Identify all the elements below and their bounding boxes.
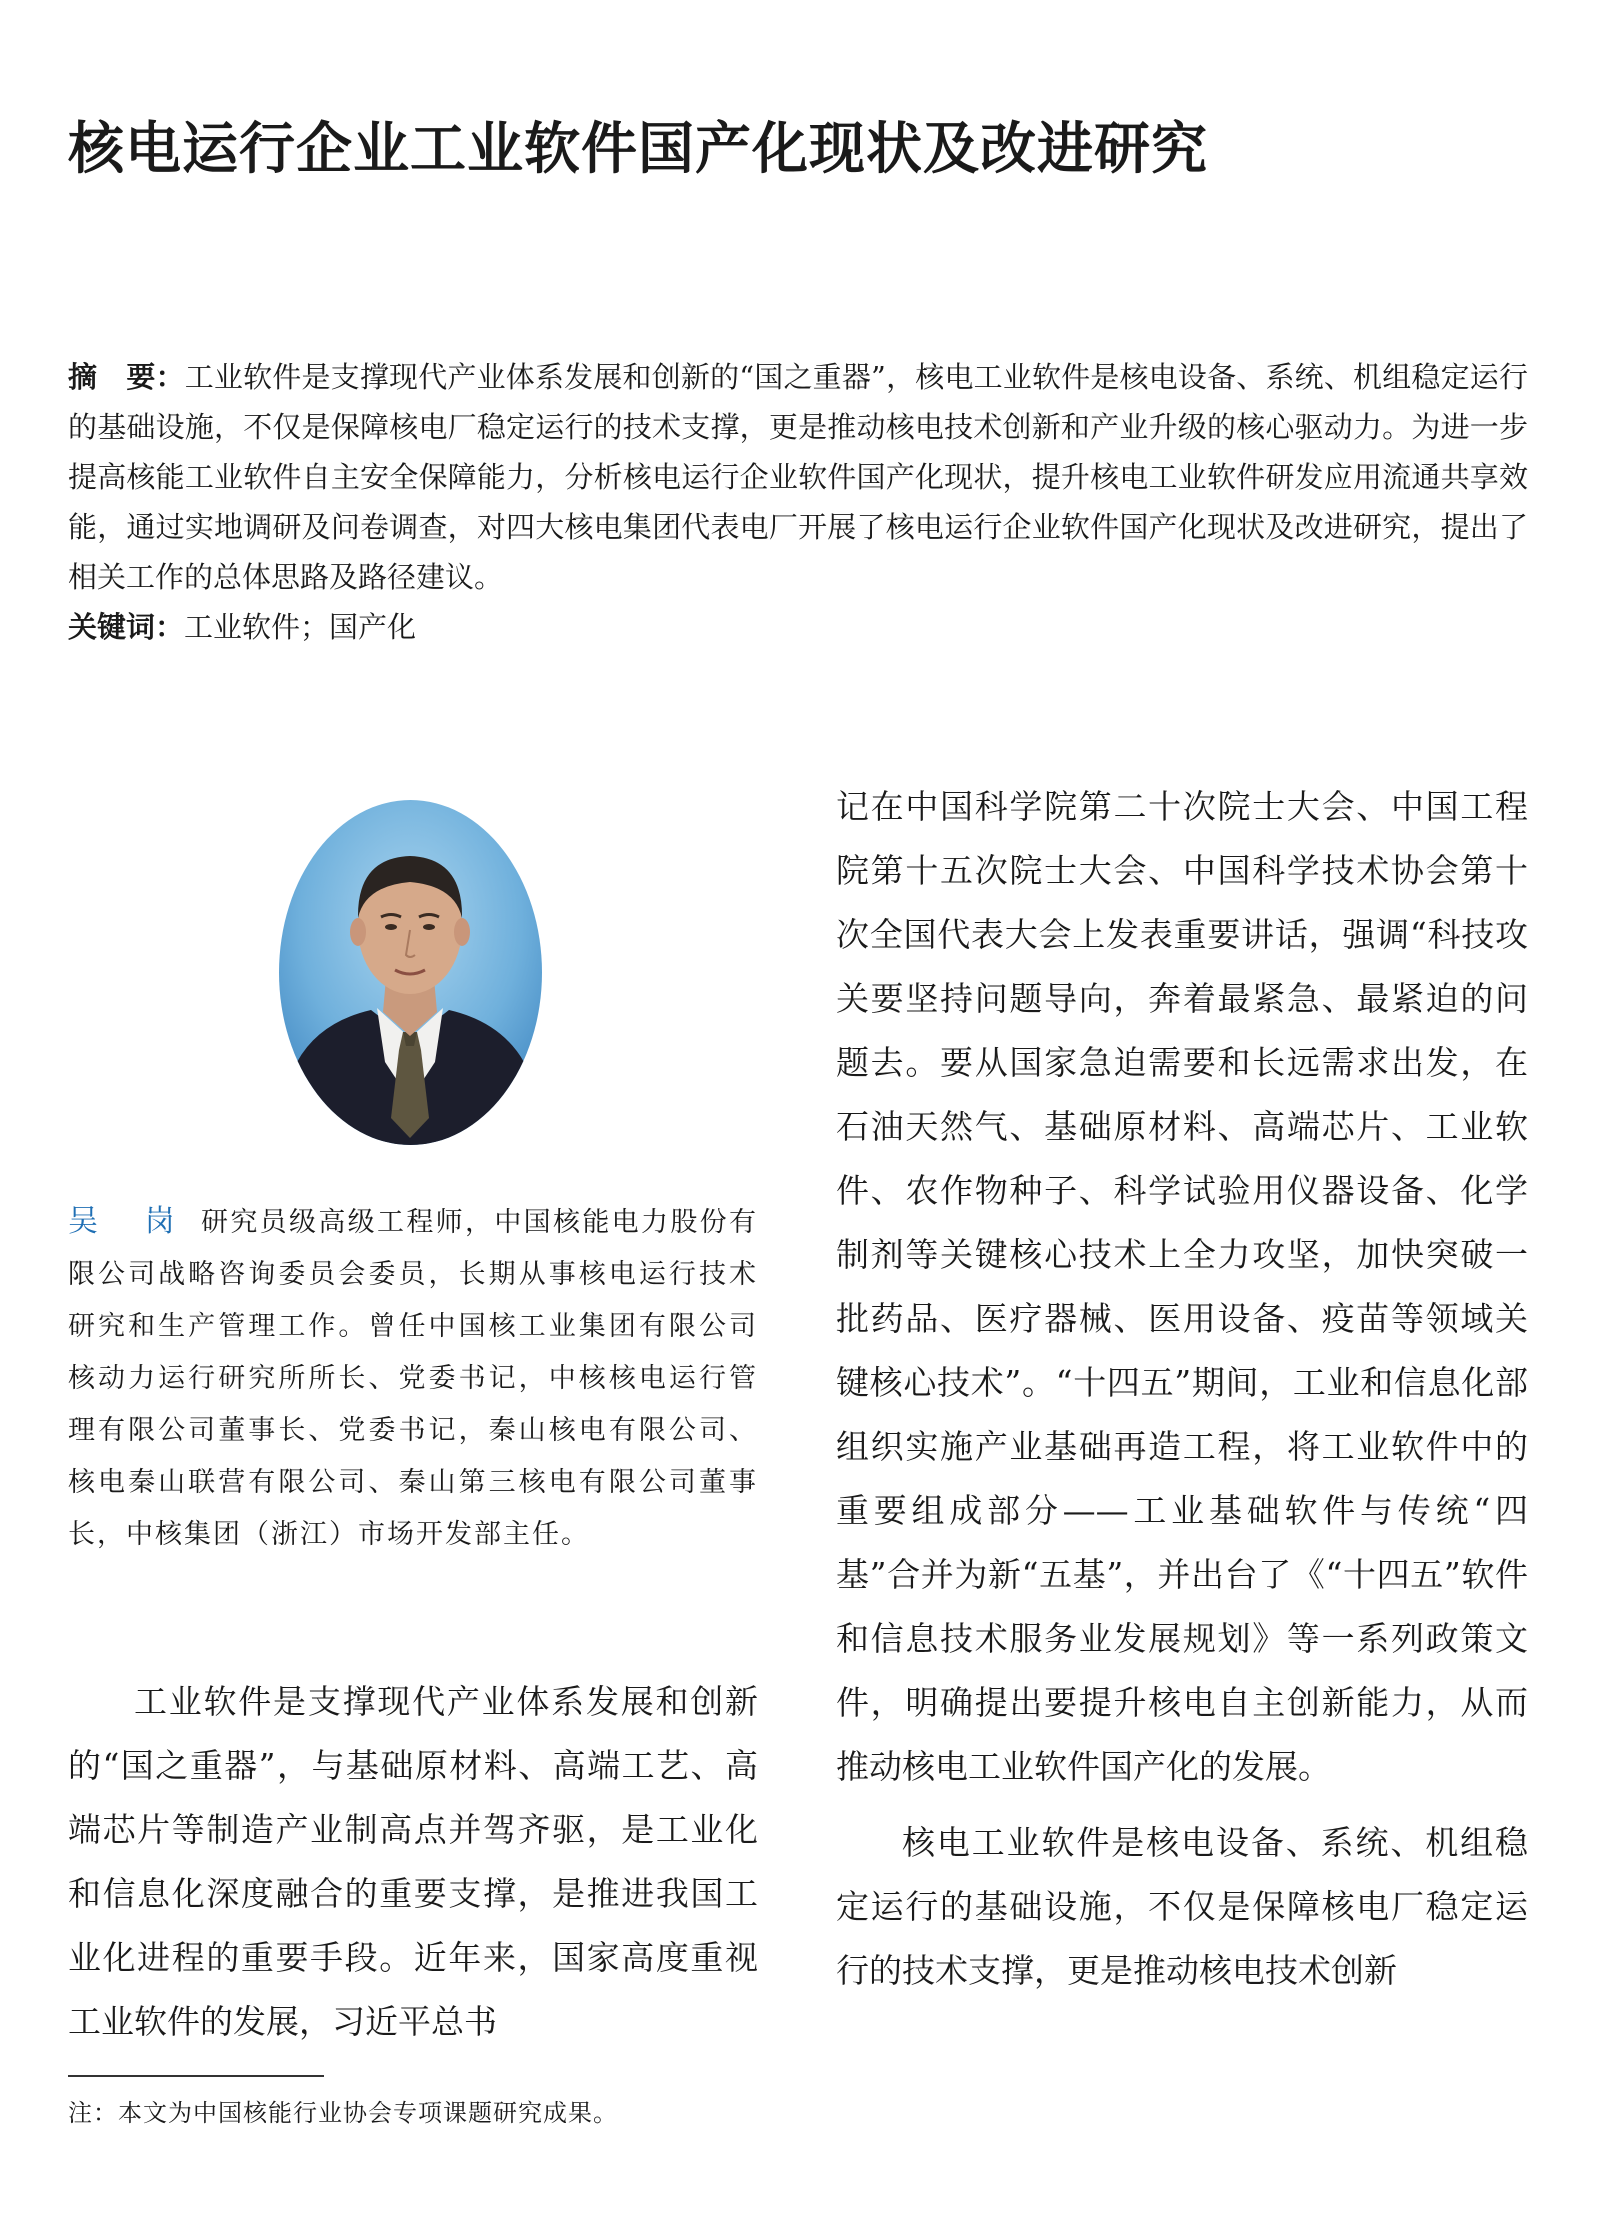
body-paragraph: 核电工业软件是核电设备、系统、机组稳定运行的基础设施，不仅是保障核电厂稳定运行的技术支撑，更是推动核电技术创新 xyxy=(836,1823,1528,1990)
abstract-label: 摘 要： xyxy=(68,360,185,394)
footnote-divider xyxy=(68,2075,324,2077)
author-photo-illustration xyxy=(279,800,542,1145)
author-bio xyxy=(68,1196,758,1561)
article-title: 核电运行企业工业软件国产化现状及改进研究 xyxy=(68,117,1208,182)
body-paragraph-continued: 记在中国科学院第二十次院士大会、中国工程院第十五次院士大会、中国科学技术协会第十次全国代表大会上发表重要讲话，强调“科技攻关要坚持问题导向，奔着最紧急、最紧迫的问题去。要从国家急迫需要和长远需求出发，在石油天然气、基础原材料、高端芯片、工业软件、农作物种子、科学试验用仪器设备、化学制剂等关键核心技术上全力攻坚，加快突破一批药品、医疗器械、医用设备、疫苗等领域关键核心技术”。“十四五”期间，工业和信息化部组织实施产业基础再造工程，将工业软件中的重要组成部分——工业基础软件与传统“四基”合并为新“五基”，并出台了《“十四五”软件和信息技术服务业发展规划》等一系列政策文件，明确提出要提升核电自主创新能力，从而推动核电工业软件国产化的发展。 xyxy=(836,787,1528,1786)
keywords xyxy=(68,602,1528,652)
body-paragraph: 工业软件是支撑现代产业体系发展和创新的“国之重器”，与基础原材料、高端工艺、高端芯片等制造产业制高点并驾齐驱，是工业化和信息化深度融合的重要支撑，是推进我国工业化进程的重要手段。近年来，国家高度重视工业软件的发展，习近平总书 xyxy=(68,1682,758,2041)
footnote: 注：本文为中国核能行业协会专项课题研究成果。 xyxy=(68,2099,618,2127)
abstract xyxy=(68,352,1528,602)
body-left-column xyxy=(68,1670,758,2054)
keywords-label: 关键词： xyxy=(68,610,185,644)
author-name: 吴 岗 xyxy=(68,1204,183,1239)
author-portrait xyxy=(279,800,542,1145)
abstract-text: 工业软件是支撑现代产业体系发展和创新的“国之重器”，核电工业软件是核电设备、系统、机组稳定运行的基础设施，不仅是保障核电厂稳定运行的技术支撑，更是推动核电技术创新和产业升级的核心驱动力。为进一步提高核能工业软件自主安全保障能力，分析核电运行企业软件国产化现状，提升核电工业软件研发应用流通共享效能，通过实地调研及问卷调查，对四大核电集团代表电厂开展了核电运行企业软件国产化现状及改进研究，提出了相关工作的总体思路及路径建议。 xyxy=(68,360,1528,594)
body-right-column xyxy=(836,775,1528,2003)
author-bio-text: 研究员级高级工程师，中国核能电力股份有限公司战略咨询委员会委员，长期从事核电运行技术研究和生产管理工作。曾任中国核工业集团有限公司核动力运行研究所所长、党委书记，中核核电运行管理有限公司董事长、党委书记，秦山核电有限公司、核电秦山联营有限公司、秦山第三核电有限公司董事长，中核集团（浙江）市场开发部主任。 xyxy=(68,1207,758,1550)
keywords-text: 工业软件；国产化 xyxy=(184,610,417,644)
